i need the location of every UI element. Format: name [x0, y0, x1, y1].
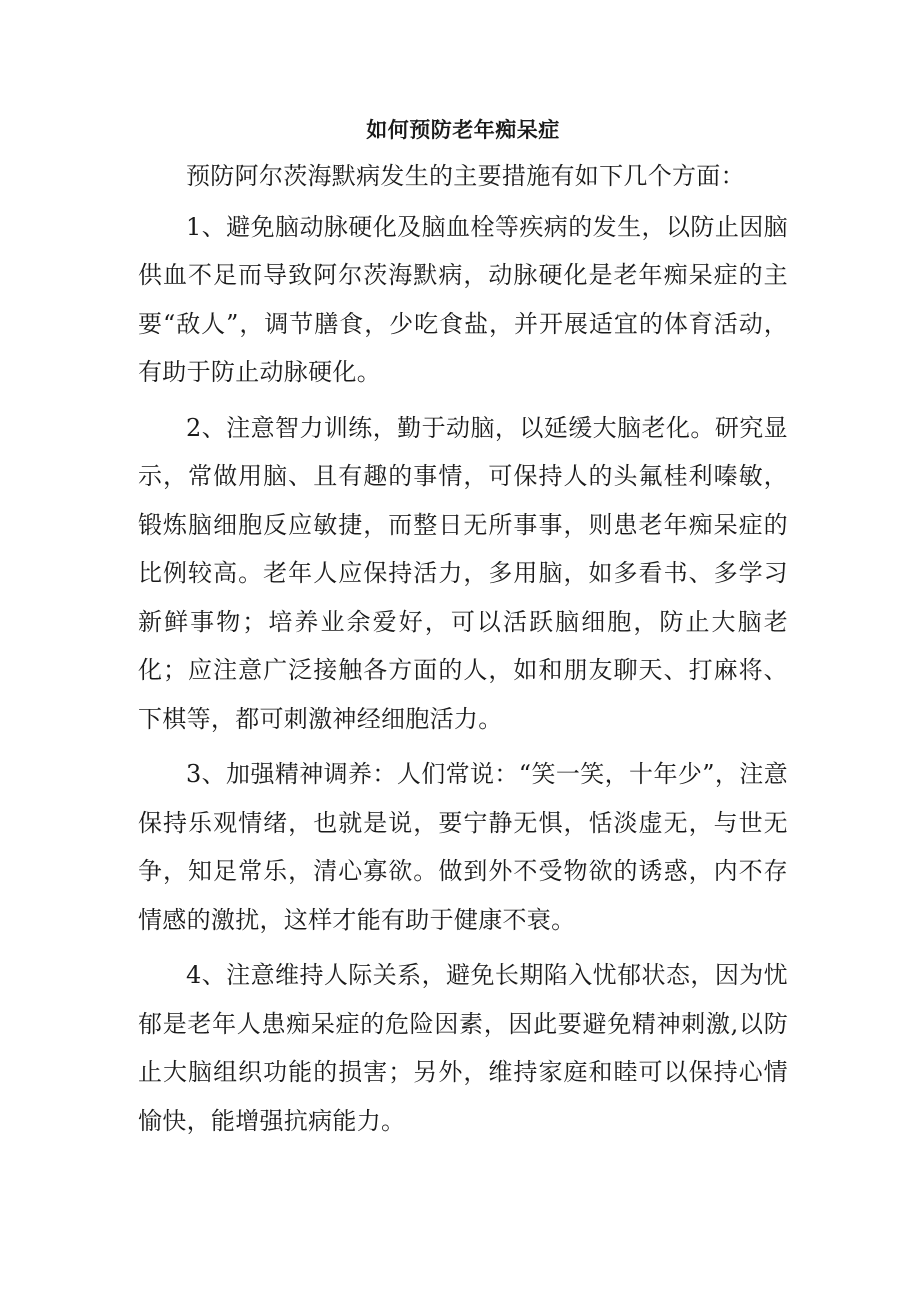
- document-title: 如何预防老年痴呆症: [366, 117, 560, 142]
- paragraph-4: 4、注意维持人际关系，避免长期陷入忧郁状态，因为忧郁是老年人患痴呆症的危险因素，因此要避免精神刺激,以防止大脑组织功能的损害；另外，维持家庭和睦可以保持心情愉快，能增强抗病能力。: [138, 961, 788, 1135]
- document-page: [138, 112, 788, 1145]
- paragraph-1: 1、避免脑动脉硬化及脑血栓等疾病的发生，以防止因脑供血不足而导致阿尔茨海默病，动脉硬化是老年痴呆症的主要“敌人”，调节膳食，少吃食盐，并开展适宜的体育活动，有助于防止动脉硬化。: [138, 212, 788, 386]
- paragraph-2: 2、注意智力训练，勤于动脑，以延缓大脑老化。研究显示，常做用脑、且有趣的事情，可保持人的头氟桂利嗪敏，锻炼脑细胞反应敏捷，而整日无所事事，则患老年痴呆症的比例较高。老年人应保持活力，多用脑，如多看书、多学习新鲜事物；培养业余爱好，可以活跃脑细胞，防止大脑老化；应注意广泛接触各方面的人，如和朋友聊天、打麻将、下棋等，都可刺激神经细胞活力。: [138, 413, 788, 733]
- intro-paragraph: 预防阿尔茨海默病发生的主要措施有如下几个方面：: [186, 162, 745, 190]
- paragraph-3: 3、加强精神调养：人们常说：“笑一笑，十年少”，注意保持乐观情绪，也就是说，要宁静无惧，恬淡虚无，与世无争，知足常乐，清心寡欲。做到外不受物欲的诱惑，内不存情感的激扰，这样才能有助于健康不衰。: [138, 760, 788, 934]
